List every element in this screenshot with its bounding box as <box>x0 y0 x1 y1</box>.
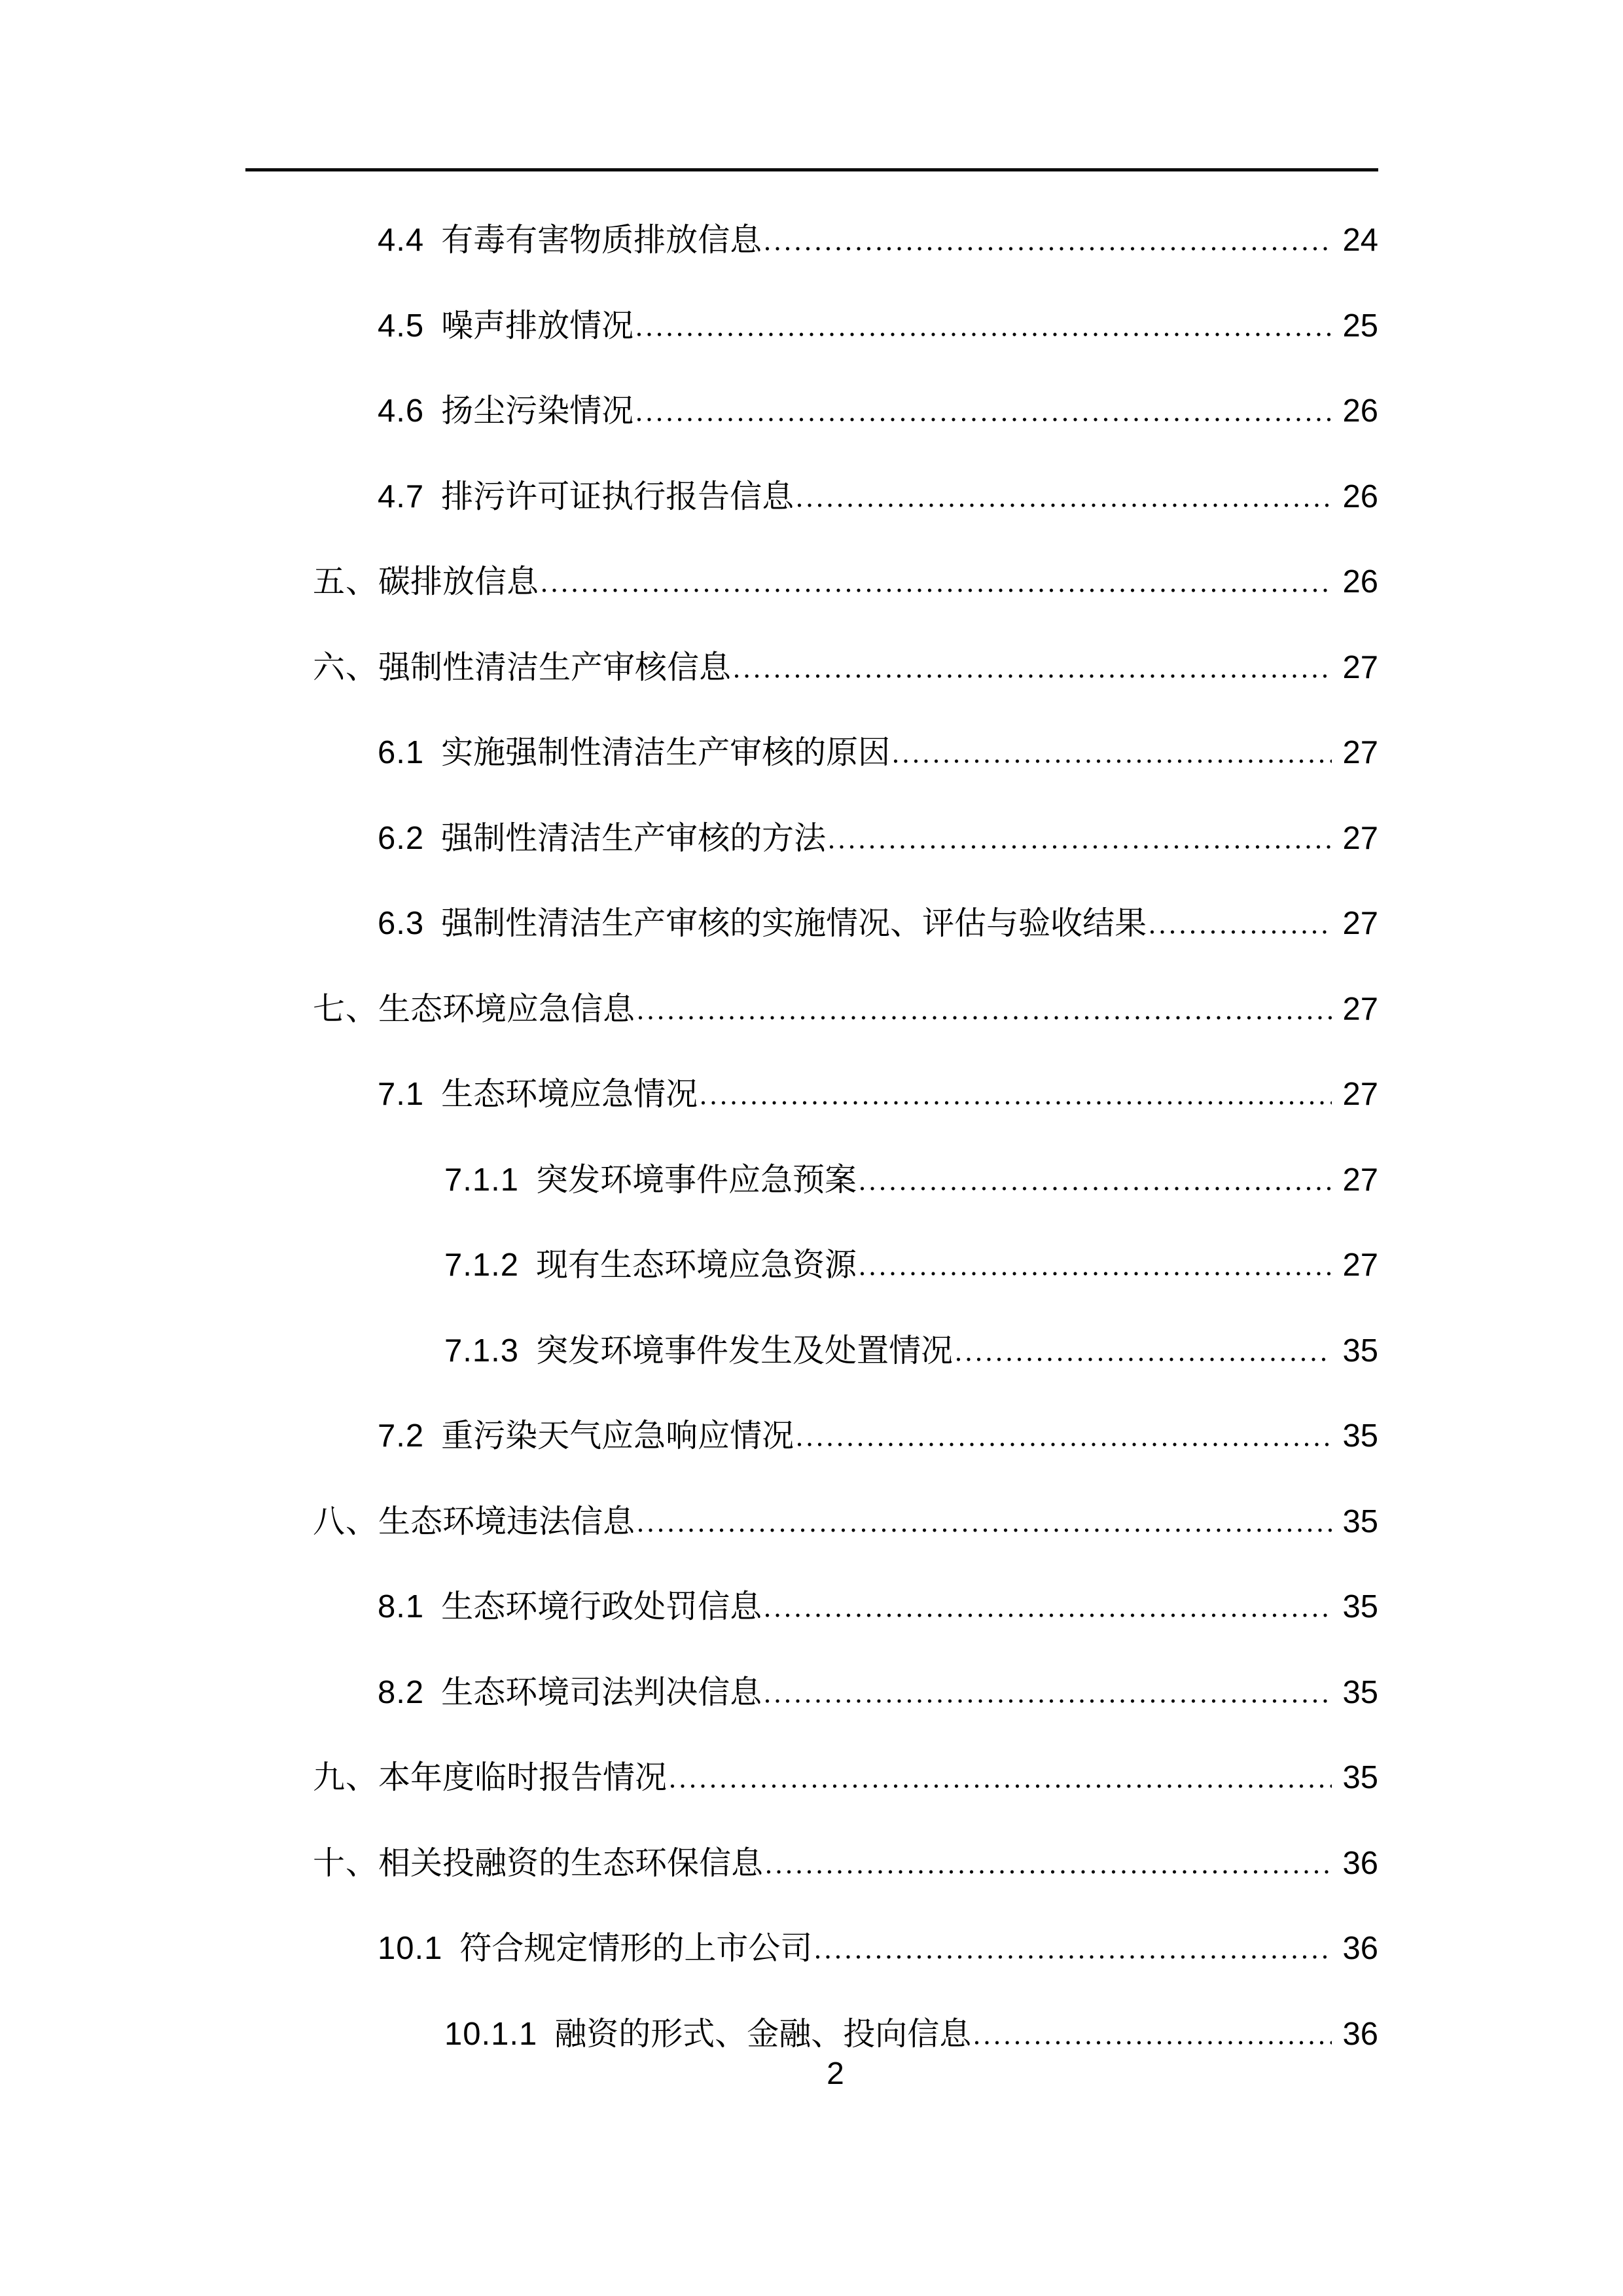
page-number: 2 <box>827 2056 844 2091</box>
toc-entry-number: 十、 <box>313 1845 379 1881</box>
toc-entry-title: 本年度临时报告情况 <box>378 1760 668 1795</box>
toc-entry[interactable] <box>245 1821 1378 1907</box>
dot-leader <box>735 674 1332 678</box>
toc-entry-title: 有毒有害物质排放信息 <box>441 223 762 258</box>
toc-entry-page: 35 <box>1342 1333 1378 1369</box>
toc-entry-number: 6.3 <box>378 906 425 941</box>
dot-leader <box>816 1955 1332 1959</box>
dot-leader <box>1150 930 1332 934</box>
toc-entry-number: 6.1 <box>378 735 425 770</box>
toc-entry-number: 8.1 <box>378 1589 425 1624</box>
dot-leader <box>637 332 1332 336</box>
toc-entry-title: 突发环境事件应急预案 <box>535 1162 857 1198</box>
toc-entry-page: 27 <box>1342 735 1378 770</box>
toc-entry-title: 符合规定情形的上市公司 <box>459 1931 813 1966</box>
toc-entry-title: 生态环境司法判决信息 <box>441 1674 762 1710</box>
toc-entry[interactable] <box>245 454 1378 540</box>
toc-entry-page: 24 <box>1342 223 1378 258</box>
toc-entry-number: 4.4 <box>378 223 425 258</box>
toc-entry[interactable] <box>245 539 1378 625</box>
toc-entry-number: 五、 <box>313 564 379 600</box>
toc-entry-page: 26 <box>1342 564 1378 600</box>
toc-entry-number: 6.2 <box>378 820 425 856</box>
toc-entry[interactable] <box>245 1735 1378 1821</box>
toc-entry-title: 强制性清洁生产审核的实施情况、评估与验收结果 <box>441 906 1147 941</box>
toc-entry-page: 36 <box>1342 1845 1378 1881</box>
toc-entry-number: 4.6 <box>378 393 425 429</box>
dot-leader <box>671 1784 1332 1788</box>
toc-entry[interactable] <box>245 283 1378 369</box>
toc-entry-number: 7.1.3 <box>444 1333 519 1369</box>
dot-leader <box>766 247 1332 251</box>
toc-entry-title: 排污许可证执行报告信息 <box>441 478 794 514</box>
toc-entry-number: 7.1 <box>378 1077 425 1112</box>
toc-entry-page: 27 <box>1342 991 1378 1027</box>
toc-entry-page: 36 <box>1342 1931 1378 1966</box>
dot-leader <box>894 759 1332 763</box>
toc-entry-number: 7.2 <box>378 1418 425 1454</box>
dot-leader <box>639 1528 1332 1532</box>
dot-leader <box>830 845 1332 849</box>
dot-leader <box>637 418 1332 422</box>
toc-entry[interactable] <box>245 368 1378 454</box>
toc-entry-page: 36 <box>1342 2016 1378 2052</box>
dot-leader <box>767 1870 1332 1874</box>
toc-entry-title: 生态环境违法信息 <box>378 1503 635 1539</box>
dot-leader <box>975 2041 1332 2045</box>
toc-entry-title: 生态环境应急信息 <box>378 991 635 1027</box>
toc-entry-page: 27 <box>1342 1247 1378 1283</box>
toc-entry-number: 10.1 <box>378 1931 443 1966</box>
toc-entry-title: 融资的形式、金融、投向信息 <box>554 2016 972 2052</box>
toc-entry-page: 26 <box>1342 478 1378 514</box>
toc-entry-title: 扬尘污染情况 <box>441 393 634 429</box>
toc-entry[interactable] <box>245 881 1378 967</box>
toc-entry-page: 35 <box>1342 1418 1378 1454</box>
toc-entry-title: 碳排放信息 <box>378 564 539 600</box>
dot-leader <box>766 1613 1332 1617</box>
page-footer <box>245 2058 1378 2090</box>
dot-leader <box>798 1443 1332 1446</box>
toc-entry[interactable] <box>245 1650 1378 1736</box>
toc-entry-number: 7.1.2 <box>444 1247 519 1283</box>
table-of-contents <box>245 198 1378 2077</box>
toc-entry-number: 8.2 <box>378 1674 425 1710</box>
toc-entry-page: 27 <box>1342 820 1378 856</box>
toc-entry[interactable] <box>245 1223 1378 1308</box>
toc-entry[interactable] <box>245 1052 1378 1138</box>
toc-entry[interactable] <box>245 1138 1378 1223</box>
toc-entry-title: 现有生态环境应急资源 <box>535 1247 857 1283</box>
toc-entry-number: 10.1.1 <box>444 2016 538 2052</box>
toc-entry[interactable] <box>245 1393 1378 1479</box>
toc-entry[interactable] <box>245 710 1378 796</box>
dot-leader <box>639 1016 1332 1020</box>
dot-leader <box>702 1101 1332 1105</box>
toc-entry-number: 4.5 <box>378 308 425 344</box>
toc-entry-title: 实施强制性清洁生产审核的原因 <box>441 735 891 770</box>
toc-entry-page: 26 <box>1342 393 1378 429</box>
toc-entry[interactable] <box>245 1308 1378 1394</box>
dot-leader <box>957 1357 1332 1361</box>
toc-entry-page: 25 <box>1342 308 1378 344</box>
header-rule <box>245 168 1378 171</box>
dot-leader <box>861 1187 1332 1191</box>
toc-entry[interactable] <box>245 1906 1378 1992</box>
dot-leader <box>798 503 1332 507</box>
toc-entry[interactable] <box>245 967 1378 1052</box>
toc-entry-title: 相关投融资的生态环保信息 <box>378 1845 764 1881</box>
toc-entry-number: 七、 <box>313 991 379 1027</box>
toc-entry-page: 27 <box>1342 1162 1378 1198</box>
toc-entry-number: 九、 <box>313 1760 379 1795</box>
toc-entry-title: 重污染天气应急响应情况 <box>441 1418 794 1454</box>
toc-entry-title: 强制性清洁生产审核的方法 <box>441 820 827 856</box>
dot-leader <box>861 1272 1332 1276</box>
toc-entry-number: 六、 <box>313 649 379 685</box>
dot-leader <box>766 1699 1332 1703</box>
toc-entry-page: 27 <box>1342 649 1378 685</box>
toc-entry-title: 突发环境事件发生及处置情况 <box>535 1333 953 1369</box>
toc-entry[interactable] <box>245 198 1378 283</box>
toc-entry-page: 35 <box>1342 1589 1378 1624</box>
toc-entry-page: 35 <box>1342 1503 1378 1539</box>
toc-entry-number: 7.1.1 <box>444 1162 519 1198</box>
toc-entry[interactable] <box>245 1479 1378 1565</box>
toc-entry[interactable] <box>245 1564 1378 1650</box>
toc-entry-title: 生态环境应急情况 <box>441 1077 698 1112</box>
toc-entry-title: 生态环境行政处罚信息 <box>441 1589 762 1624</box>
toc-entry[interactable] <box>245 796 1378 882</box>
toc-entry[interactable] <box>245 625 1378 711</box>
dot-leader <box>543 588 1332 592</box>
toc-entry-number: 4.7 <box>378 478 425 514</box>
toc-entry-title: 噪声排放情况 <box>441 308 634 344</box>
toc-entry-title: 强制性清洁生产审核信息 <box>378 649 732 685</box>
toc-entry-page: 27 <box>1342 1077 1378 1112</box>
toc-entry-number: 八、 <box>313 1503 379 1539</box>
toc-entry-page: 35 <box>1342 1674 1378 1710</box>
toc-entry-page: 27 <box>1342 906 1378 941</box>
toc-entry-page: 35 <box>1342 1760 1378 1795</box>
